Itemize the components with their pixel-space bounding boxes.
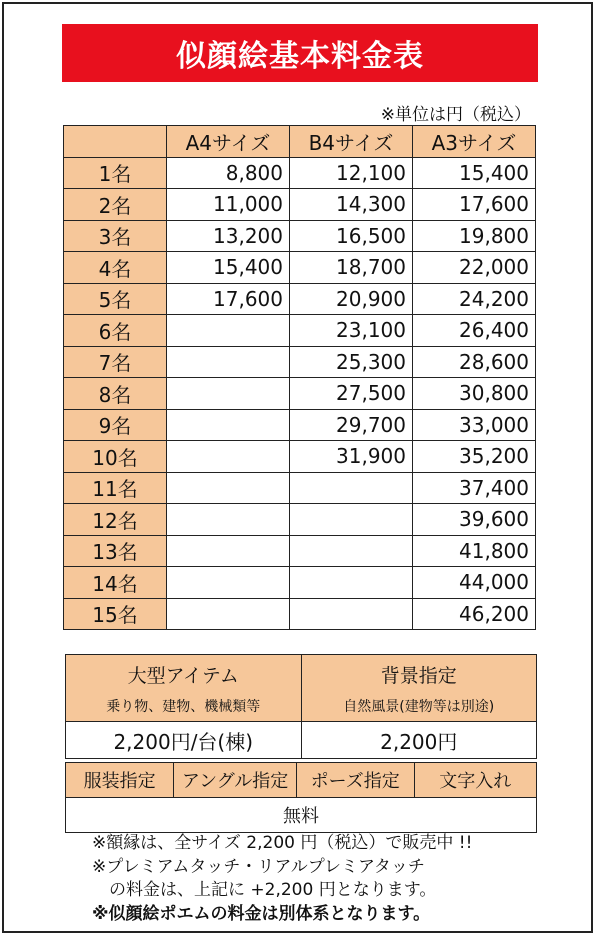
row-label: 5名 xyxy=(64,283,167,315)
price-a3: 44,000 xyxy=(413,567,536,599)
price-sheet xyxy=(2,2,593,933)
price-row xyxy=(64,220,536,252)
note-frame: ※額縁は、全サイズ 2,200 円（税込）で販売中 !! xyxy=(92,833,473,853)
price-row xyxy=(64,346,536,378)
price-a3: 17,600 xyxy=(413,189,536,221)
price-a3: 37,400 xyxy=(413,472,536,504)
price-row xyxy=(64,472,536,504)
price-a4 xyxy=(167,346,290,378)
price-row xyxy=(64,378,536,410)
price-a4: 13,200 xyxy=(167,220,290,252)
note-premium: ※プレミアムタッチ・リアルプレミアタッチ xyxy=(92,856,425,877)
header-b4: B4サイズ xyxy=(290,126,413,158)
row-label: 8名 xyxy=(64,378,167,410)
price-row xyxy=(64,189,536,221)
price-a4 xyxy=(167,441,290,473)
price-b4: 20,900 xyxy=(290,283,413,315)
price-table-body xyxy=(64,157,536,630)
service-angle: アングル指定 xyxy=(174,763,296,798)
price-b4: 12,100 xyxy=(290,157,413,189)
row-label: 9名 xyxy=(64,409,167,441)
row-label: 4名 xyxy=(64,252,167,284)
price-row xyxy=(64,567,536,599)
background-price: 2,200円 xyxy=(301,722,537,759)
row-label: 14名 xyxy=(64,567,167,599)
service-text: 文字入れ xyxy=(414,763,536,798)
price-b4: 27,500 xyxy=(290,378,413,410)
row-label: 2名 xyxy=(64,189,167,221)
row-label: 15名 xyxy=(64,598,167,630)
price-b4 xyxy=(290,535,413,567)
row-label: 13名 xyxy=(64,535,167,567)
price-a4 xyxy=(167,409,290,441)
price-row xyxy=(64,283,536,315)
background-title: 背景指定 xyxy=(380,664,457,687)
price-a4 xyxy=(167,378,290,410)
options-table xyxy=(65,654,537,759)
price-a4: 8,800 xyxy=(167,157,290,189)
unit-note: ※単位は円（税込） xyxy=(380,105,531,125)
price-a3: 46,200 xyxy=(413,598,536,630)
price-a4: 15,400 xyxy=(167,252,290,284)
price-b4 xyxy=(290,472,413,504)
background-sub: 自然風景(建物等は別途) xyxy=(343,698,495,715)
services-price: 無料 xyxy=(66,798,537,833)
price-b4: 14,300 xyxy=(290,189,413,221)
row-label: 10名 xyxy=(64,441,167,473)
price-b4: 29,700 xyxy=(290,409,413,441)
row-label: 11名 xyxy=(64,472,167,504)
price-a4 xyxy=(167,504,290,536)
price-a3: 35,200 xyxy=(413,441,536,473)
row-label: 6名 xyxy=(64,315,167,347)
price-b4 xyxy=(290,598,413,630)
header-a4: A4サイズ xyxy=(167,126,290,158)
note-premium-cont: の料金は、上記に +2,200 円となります。 xyxy=(92,880,437,900)
price-row xyxy=(64,441,536,473)
price-a3: 15,400 xyxy=(413,157,536,189)
notes xyxy=(92,832,472,926)
large-item-sub: 乗り物、建物、機械類等 xyxy=(106,698,261,715)
price-a4 xyxy=(167,567,290,599)
price-a3: 19,800 xyxy=(413,220,536,252)
price-b4: 16,500 xyxy=(290,220,413,252)
price-row xyxy=(64,315,536,347)
price-b4: 25,300 xyxy=(290,346,413,378)
price-row xyxy=(64,409,536,441)
price-a3: 41,800 xyxy=(413,535,536,567)
price-a4 xyxy=(167,315,290,347)
price-a4: 11,000 xyxy=(167,189,290,221)
price-a3: 22,000 xyxy=(413,252,536,284)
price-a4 xyxy=(167,535,290,567)
price-a4 xyxy=(167,598,290,630)
row-label: 1名 xyxy=(64,157,167,189)
price-a4 xyxy=(167,472,290,504)
note-poem: ※似顔絵ポエムの料金は別体系となります。 xyxy=(92,903,431,924)
services-table xyxy=(65,762,537,833)
price-row xyxy=(64,598,536,630)
header-corner xyxy=(64,126,167,158)
price-a3: 30,800 xyxy=(413,378,536,410)
row-label: 3名 xyxy=(64,220,167,252)
service-clothing: 服装指定 xyxy=(66,763,174,798)
price-a3: 28,600 xyxy=(413,346,536,378)
price-b4 xyxy=(290,567,413,599)
price-row xyxy=(64,535,536,567)
price-a3: 33,000 xyxy=(413,409,536,441)
price-row xyxy=(64,157,536,189)
price-a3: 26,400 xyxy=(413,315,536,347)
price-a3: 39,600 xyxy=(413,504,536,536)
price-b4: 18,700 xyxy=(290,252,413,284)
price-a3: 24,200 xyxy=(413,283,536,315)
large-item-header xyxy=(66,655,302,722)
large-item-price: 2,200円/台(棟) xyxy=(66,722,302,759)
page-title: 似顔絵基本料金表 xyxy=(62,24,538,82)
background-header xyxy=(301,655,537,722)
price-row xyxy=(64,252,536,284)
row-label: 7名 xyxy=(64,346,167,378)
price-a4: 17,600 xyxy=(167,283,290,315)
row-label: 12名 xyxy=(64,504,167,536)
header-a3: A3サイズ xyxy=(413,126,536,158)
price-table-header-row xyxy=(64,126,536,158)
price-row xyxy=(64,504,536,536)
large-item-title: 大型アイテム xyxy=(127,664,239,687)
price-b4 xyxy=(290,504,413,536)
price-b4: 31,900 xyxy=(290,441,413,473)
price-b4: 23,100 xyxy=(290,315,413,347)
service-pose: ポーズ指定 xyxy=(296,763,414,798)
price-table xyxy=(63,125,536,630)
